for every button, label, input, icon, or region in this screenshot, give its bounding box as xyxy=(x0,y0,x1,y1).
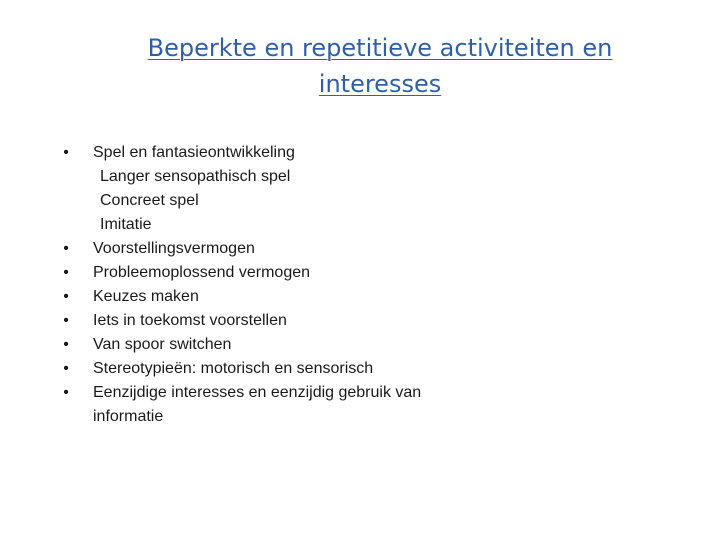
list-item-text: Stereotypieën: motorisch en sensorisch xyxy=(93,360,374,377)
list-item-text: Spel en fantasieontwikkeling xyxy=(93,144,295,161)
sub-item: Imitatie xyxy=(100,216,152,233)
bullet-icon: • xyxy=(63,312,69,329)
bullet-icon: • xyxy=(63,240,69,257)
list-item-text: Probleemoplossend vermogen xyxy=(93,264,311,281)
bullet-icon: • xyxy=(63,144,69,161)
bullet-list xyxy=(60,141,620,429)
bullet-icon: • xyxy=(63,384,69,401)
list-item-text: Iets in toekomst voorstellen xyxy=(93,312,287,329)
list-item xyxy=(60,333,620,357)
slide-title xyxy=(80,30,680,102)
title-line-1: Beperkte en repetitieve activiteiten en xyxy=(147,34,613,62)
bullet-icon: • xyxy=(63,336,69,353)
list-item xyxy=(60,309,620,333)
list-item-text: Keuzes maken xyxy=(93,288,199,305)
bullet-icon: • xyxy=(63,360,69,377)
list-item-text: Van spoor switchen xyxy=(93,336,232,353)
bullet-icon: • xyxy=(63,288,69,305)
list-item xyxy=(60,141,620,165)
list-item-text: Eenzijdige interesses en eenzijdig gebruik van informatie xyxy=(93,384,422,425)
bullet-icon: • xyxy=(63,264,69,281)
list-item xyxy=(60,381,493,429)
list-item-text: Voorstellingsvermogen xyxy=(93,240,255,257)
sub-item: Concreet spel xyxy=(100,192,199,209)
sub-item: Langer sensopathisch spel xyxy=(100,168,291,185)
title-line-2: interesses xyxy=(318,70,442,98)
list-item xyxy=(60,237,620,261)
list-item xyxy=(60,261,620,285)
list-item xyxy=(60,285,620,309)
list-item xyxy=(60,357,620,381)
